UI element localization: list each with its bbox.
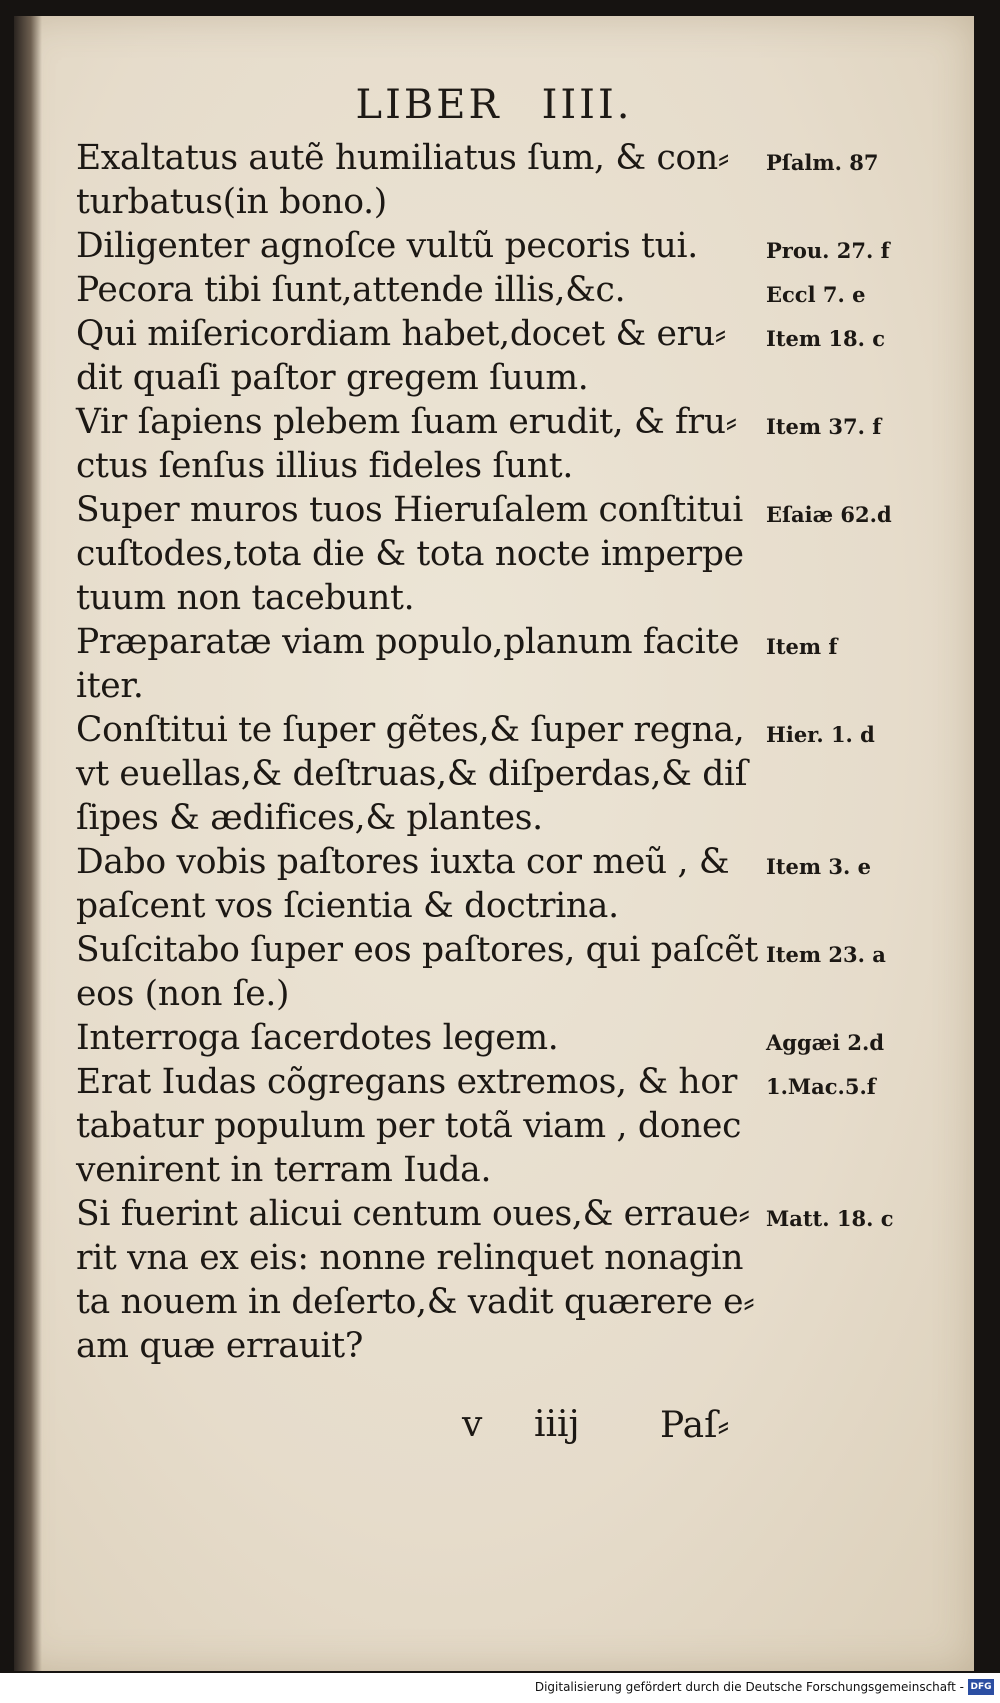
verse-line: venirent in terram Iuda. [76,1150,492,1190]
verse-text [76,224,756,268]
verse-text [76,840,756,928]
digitization-credit-bar [0,1673,1000,1703]
scripture-reference: Item 37. f [766,414,882,439]
verse-line: Qui miſericordiam habet,docet & eru⸗ [76,314,726,354]
verse-line: Diligenter agnoſce vultũ pecoris tui. [76,226,698,266]
verse-line: tuum non tacebunt. [76,578,415,618]
verse-entry [76,400,956,488]
verse-entry [76,620,956,708]
verse-text [76,1192,756,1368]
verse-text [76,928,756,1016]
verse-line: Erat Iudas cõgregans extremos, & hor [76,1062,738,1102]
verse-entry [76,224,956,268]
running-header [14,82,974,128]
verse-entry [76,136,956,224]
verse-line: Præparatæ viam populo,planum facite [76,622,740,662]
scripture-reference: Pſalm. 87 [766,150,879,175]
catchword: Paſ⸗ [660,1405,730,1446]
scripture-reference: Item 23. a [766,942,886,967]
header-number: IIII. [541,82,633,128]
verse-text [76,488,756,620]
verse-text [76,1016,756,1060]
verse-text [76,268,756,312]
scripture-reference: Prou. 27. f [766,238,890,263]
verse-line: ta nouem in deſerto,& vadit quærere e⸗ [76,1282,755,1322]
verse-entry [76,928,956,1016]
book-page [14,16,974,1671]
scripture-reference: Matt. 18. c [766,1206,894,1231]
scripture-reference: Item 3. e [766,854,872,879]
scripture-reference: 1.Mac.5.f [766,1074,876,1099]
verse-text [76,312,756,400]
verse-line: turbatus(in bono.) [76,182,387,222]
verse-line: Interroga ſacerdotes legem. [76,1018,559,1058]
verse-line: tabatur populum per totã viam , donec [76,1106,742,1146]
verse-line: ctus ſenſus illius fideles ſunt. [76,446,574,486]
verse-line: dit quaſi paſtor gregem ſuum. [76,358,589,398]
scripture-reference: Item f [766,634,838,659]
scripture-reference: Aggæi 2.d [766,1030,885,1055]
verse-line: ſipes & ædifices,& plantes. [76,798,543,838]
verse-text [76,620,756,708]
verse-line: eos (non ſe.) [76,974,290,1014]
verse-line: cuſtodes,tota die & tota nocte imperpe [76,534,744,574]
verse-line: Vir ſapiens plebem ſuam erudit, & fru⸗ [76,402,737,442]
verse-entry [76,1060,956,1192]
verse-entry [76,840,956,928]
dfg-logo: DFG [968,1679,994,1695]
leaf-number: iiij [534,1404,580,1445]
verse-line: Pecora tibi ſunt,attende illis,&c. [76,270,626,310]
digitization-credit: Digitalisierung gefördert durch die Deutsche Forschungsgemeinschaft - [534,1680,964,1694]
scripture-reference: Hier. 1. d [766,722,875,747]
verse-line: rit vna ex eis: nonne relinquet nonagin [76,1238,744,1278]
verse-line: Si fuerint alicui centum oues,& erraue⸗ [76,1194,750,1234]
verse-entry [76,1192,956,1368]
verse-line: Exaltatus autẽ humiliatus ſum, & con⸗ [76,138,730,178]
verse-line: paſcent vos ſcientia & doctrina. [76,886,619,926]
verse-entry [76,488,956,620]
signature-mark: v [462,1404,483,1445]
verse-line: Suſcitabo ſuper eos paſtores, qui paſcẽt [76,930,758,970]
verse-entry [76,268,956,312]
verse-entry [76,708,956,840]
verse-line: am quæ errauit? [76,1326,364,1366]
verse-text [76,1060,756,1192]
verse-text [76,708,756,840]
verse-entry [76,1016,956,1060]
verse-entry [76,312,956,400]
scripture-reference: Item 18. c [766,326,886,351]
verse-text [76,136,756,224]
header-liber: LIBER [355,82,502,128]
verse-list [76,136,956,1368]
verse-text [76,400,756,488]
verse-line: Super muros tuos Hieruſalem conſtitui [76,490,743,530]
scripture-reference: Eſaiæ 62.d [766,502,892,527]
book-spine [14,16,42,1671]
verse-line: iter. [76,666,144,706]
verse-line: Dabo vobis paſtores iuxta cor meũ , & [76,842,730,882]
verse-line: vt euellas,& deſtruas,& diſperdas,& diſ [76,754,748,794]
verse-line: Conſtitui te ſuper gẽtes,& ſuper regna, [76,710,745,750]
scripture-reference: Eccl 7. e [766,282,866,307]
